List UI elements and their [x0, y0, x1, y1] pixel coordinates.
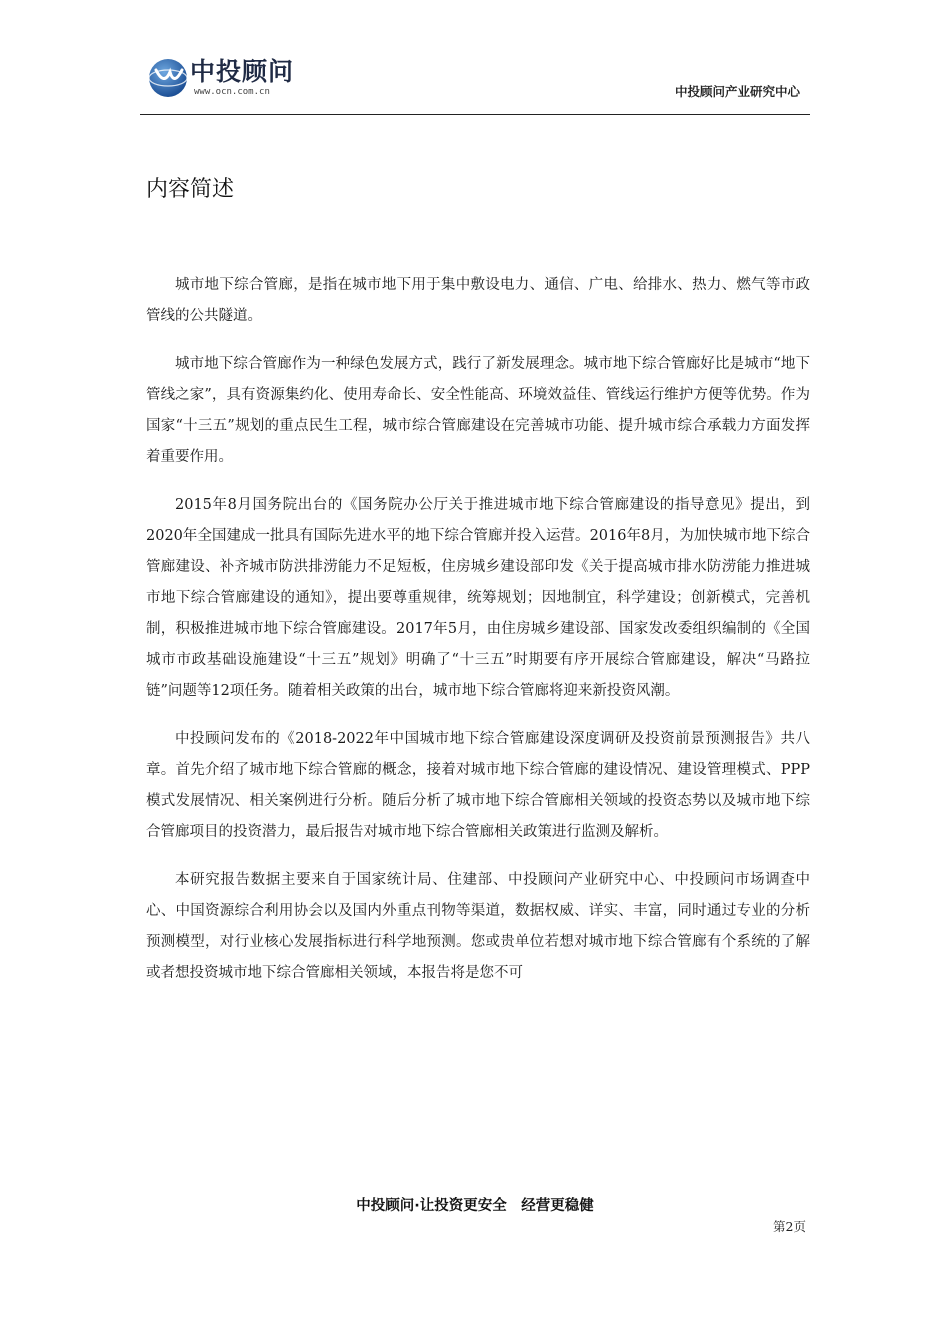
logo-text: 中投顾问 — [190, 57, 295, 86]
logo-globe-icon — [146, 56, 190, 100]
paragraph-2: 城市地下综合管廊作为一种绿色发展方式，践行了新发展理念。城市地下综合管廊好比是城市“地下管线之家”，具有资源集约化、使用寿命长、安全性能高、环境效益佳、管线运行维护方便等优势。作为国家“十三五”规划的重点民生工程，城市综合管廊建设在完善城市功能、提升城市综合承载力方面发挥着重要作用。 — [146, 356, 810, 465]
page-header — [140, 40, 810, 116]
paragraph-4: 中投顾问发布的《2018-2022年中国城市地下综合管廊建设深度调研及投资前景预测报告》共八章。首先介绍了城市地下综合管廊的概念，接着对城市地下综合管廊的建设情况、建设管理模式、PPP模式发展情况、相关案例进行分析。随后分析了城市地下综合管廊相关领域的投资态势以及城市地下综合管廊项目的投资潜力，最后报告对城市地下综合管廊相关政策进行监测及解析。 — [146, 731, 810, 840]
logo-url: www.ocn.com.cn — [194, 87, 270, 97]
paragraph-3: 2015年8月国务院出台的《国务院办公厅关于推进城市地下综合管廊建设的指导意见》提出，到2020年全国建成一批具有国际先进水平的地下综合管廊并投入运营。2016年8月，为加快城市地下综合管廊建设、补齐城市防洪排涝能力不足短板，住房城乡建设部印发《关于提高城市排水防涝能力推进城市地下综合管廊建设的通知》，提出要尊重规律，统筹规划；因地制宜，科学建设；创新模式，完善机制，积极推进城市地下综合管廊建设。2017年5月，由住房城乡建设部、国家发改委组织编制的《全国城市市政基础设施建设“十三五”规划》明确了“十三五”时期要有序开展综合管廊建设，解决“马路拉链”问题等12项任务。随着相关政策的出台，城市地下综合管廊将迎来新投资风潮。 — [146, 497, 810, 699]
page-number: 第2页 — [773, 1219, 806, 1234]
section-title: 内容简述 — [146, 177, 235, 202]
header-divider — [140, 114, 810, 115]
paragraph-5: 本研究报告数据主要来自于国家统计局、住建部、中投顾问产业研究中心、中投顾问市场调查中心、中国资源综合利用协会以及国内外重点刊物等渠道，数据权威、详实、丰富，同时通过专业的分析预测模型，对行业核心发展指标进行科学地预测。您或贵单位若想对城市地下综合管廊有个系统的了解或者想投资城市地下综合管廊相关领域，本报告将是您不可 — [146, 872, 810, 981]
company-logo — [146, 52, 296, 102]
footer-slogan: 中投顾问·让投资更安全 经营更稳健 — [356, 1198, 594, 1214]
paragraph-1: 城市地下综合管廊，是指在城市地下用于集中敷设电力、通信、广电、给排水、热力、燃气等市政管线的公共隧道。 — [146, 277, 810, 324]
body-content — [146, 270, 810, 1006]
header-org-name: 中投顾问产业研究中心 — [674, 84, 800, 99]
